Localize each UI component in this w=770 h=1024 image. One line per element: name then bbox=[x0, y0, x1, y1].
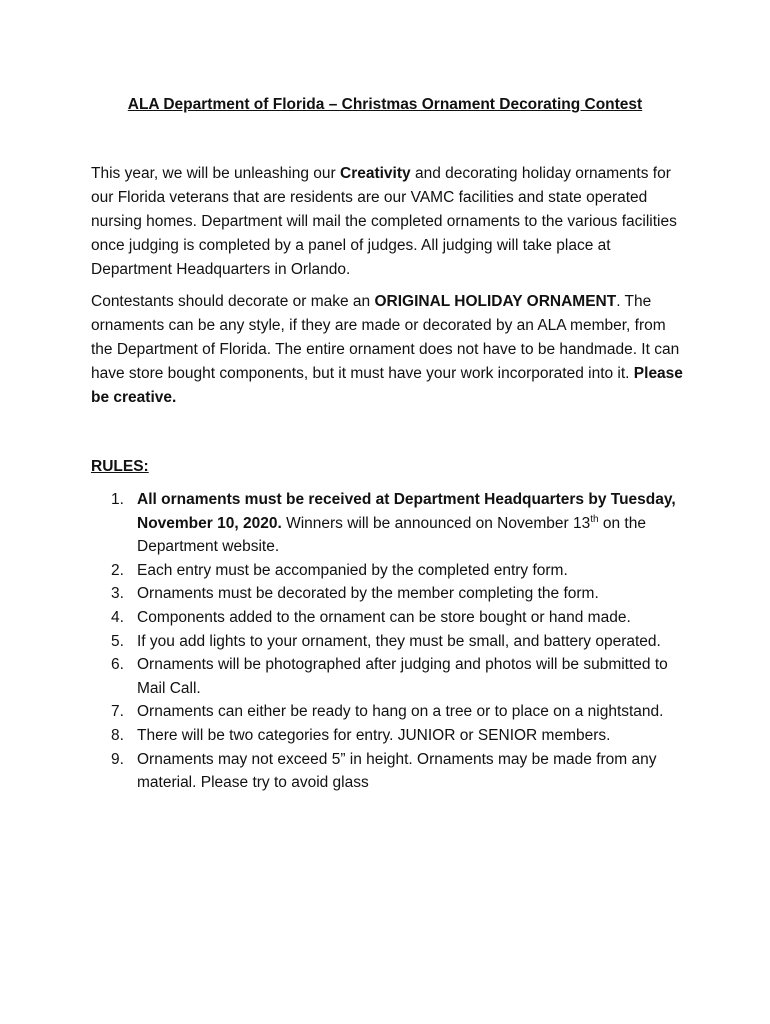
rule-item-4 bbox=[91, 606, 691, 630]
intro-bold-creativity: Creativity bbox=[340, 165, 411, 182]
rule-text: Each entry must be accompanied by the completed entry form. bbox=[137, 561, 568, 579]
intro-text-start: This year, we will be unleashing our bbox=[91, 165, 340, 182]
rule-item-6 bbox=[91, 653, 691, 700]
rule-text: There will be two categories for entry. JUNIOR or SENIOR members. bbox=[137, 726, 611, 744]
rule-1-text-b: on the Department website. bbox=[137, 514, 646, 556]
rule-number: 9. bbox=[111, 750, 124, 768]
rule-text: Components added to the ornament can be store bought or hand made. bbox=[137, 608, 631, 626]
contest-paragraph bbox=[91, 290, 691, 410]
intro-text-end: and decorating holiday ornaments for our Florida veterans that are residents are our VAMC facilities and state operated nursing homes. Department will mail the completed ornaments to the various facilities once judging is completed by a panel of judges. All judging will take place at Department Headquarters in Orlando. bbox=[91, 165, 677, 278]
intro-paragraph bbox=[91, 162, 691, 282]
contest-closing-bold: Please be creative. bbox=[91, 365, 683, 406]
rule-text: Ornaments will be photographed after judging and photos will be submitted to Mail Call. bbox=[137, 656, 668, 697]
rule-1-bold-deadline: All ornaments must be received at Department Headquarters by Tuesday, November 10, 2020. bbox=[137, 491, 676, 532]
rule-number: 3. bbox=[111, 585, 124, 603]
contest-bold-original: ORIGINAL HOLIDAY ORNAMENT bbox=[374, 293, 617, 310]
rule-text: If you add lights to your ornament, they must be small, and battery operated. bbox=[137, 632, 661, 650]
rule-number: 4. bbox=[111, 608, 124, 626]
rule-text: Ornaments may not exceed 5” in height. Ornaments may be made from any material. Please try to avoid glass bbox=[137, 750, 657, 792]
contest-text-start: Contestants should decorate or make an bbox=[91, 293, 375, 310]
rules-list bbox=[91, 488, 691, 795]
rule-text: Ornaments can either be ready to hang on a tree or to place on a nightstand. bbox=[137, 703, 664, 721]
rule-item-9 bbox=[91, 748, 691, 795]
rule-number: 5. bbox=[111, 632, 124, 650]
rule-item-1 bbox=[91, 488, 691, 559]
document-title: ALA Department of Florida – Christmas Ornament Decorating Contest bbox=[127, 96, 643, 113]
rule-number: 1. bbox=[111, 491, 124, 508]
rule-item-2 bbox=[91, 559, 691, 583]
rule-number: 7. bbox=[111, 703, 124, 721]
rule-item-8 bbox=[91, 724, 691, 748]
rule-item-7 bbox=[91, 700, 691, 724]
rule-number: 8. bbox=[111, 726, 124, 744]
rules-heading: RULES: bbox=[91, 458, 149, 475]
rule-number: 6. bbox=[111, 656, 124, 674]
rule-text: Ornaments must be decorated by the member completing the form. bbox=[137, 585, 599, 603]
rule-item-3 bbox=[91, 582, 691, 606]
rule-number: 2. bbox=[111, 561, 124, 579]
rule-1-superscript: th bbox=[590, 513, 599, 525]
rule-item-5 bbox=[91, 630, 691, 654]
rule-1-text-a: Winners will be announced on November 13 bbox=[281, 514, 591, 532]
contest-text-middle: . The ornaments can be any style, if they are made or decorated by an ALA member, from the Department of Florida. The entire ornament does not have to be handmade. It can have store bought components, but it must have your work incorporated into it. bbox=[91, 293, 680, 382]
